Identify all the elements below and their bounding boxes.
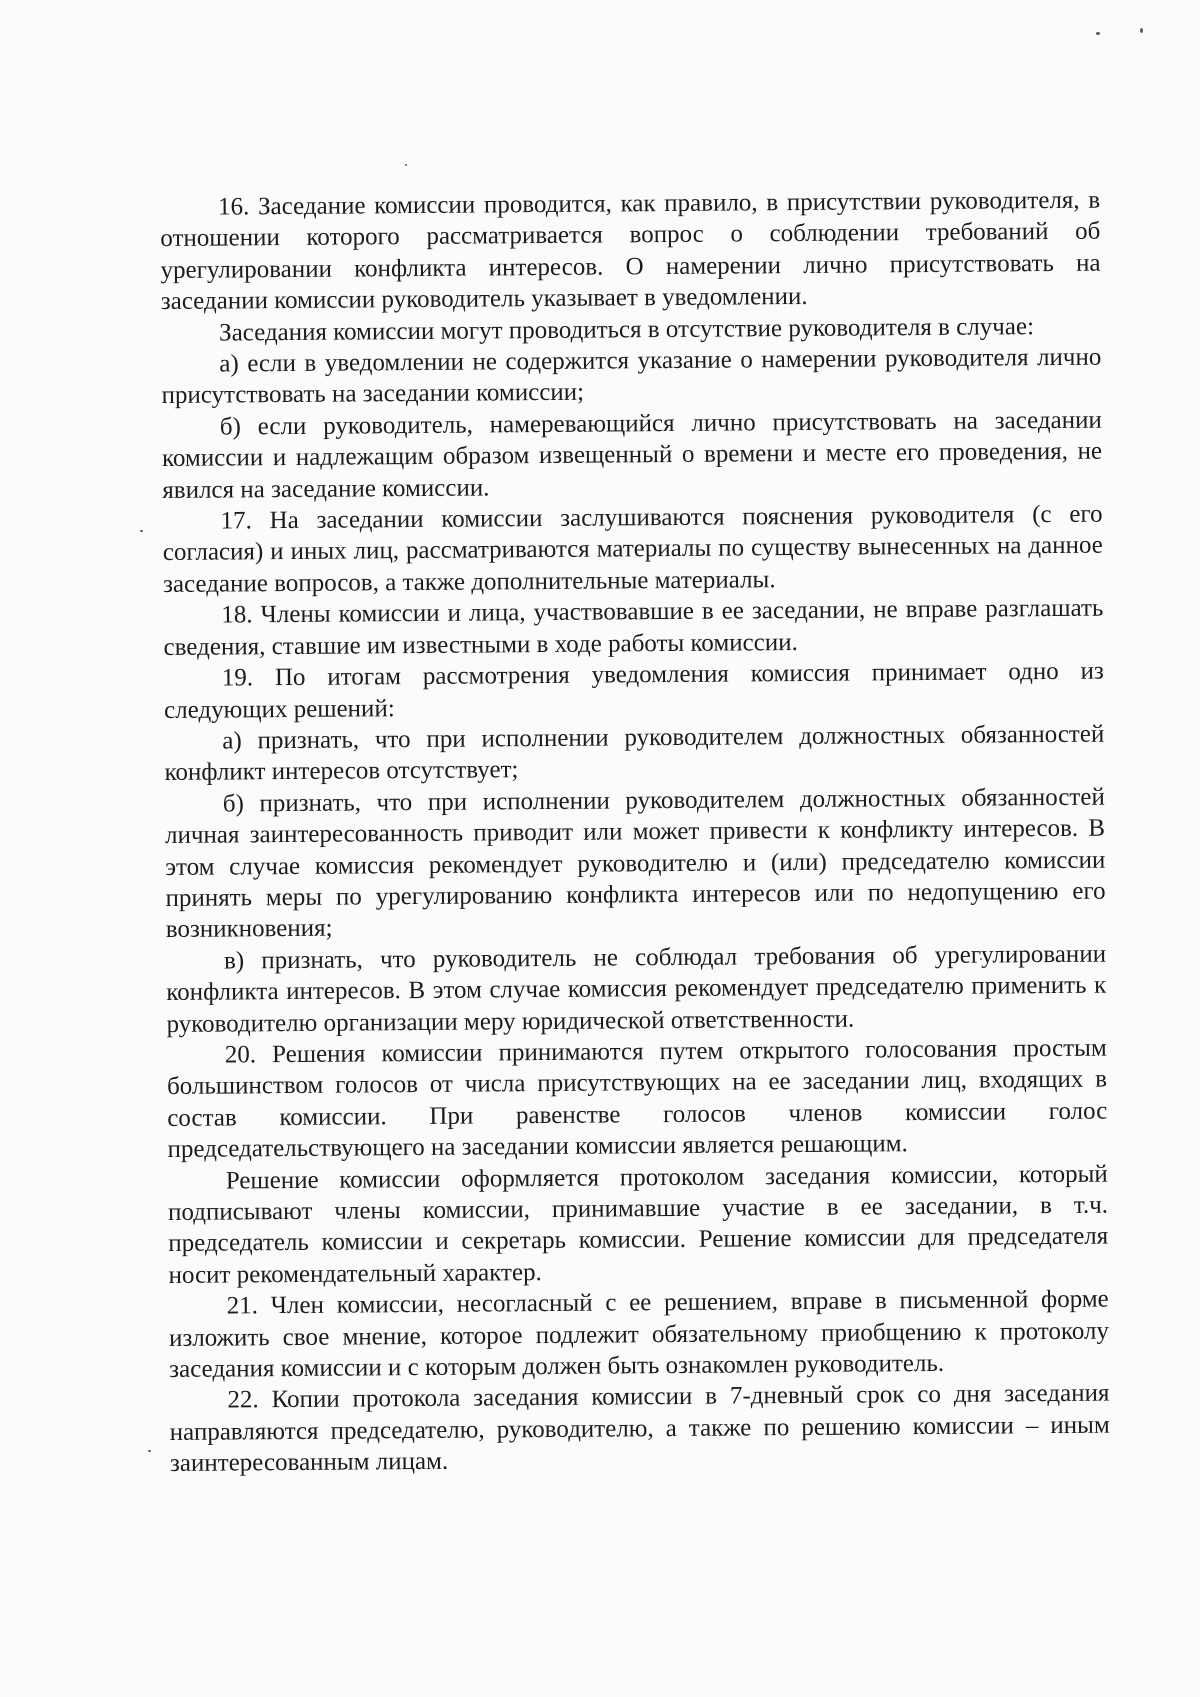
paragraph-17: 17. На заседании комиссии заслушиваются пояснения руководителя (с его согласия) и иных лиц, рассматриваются материалы по существу вынесенных на данное заседание вопросов, а также дополнительные материалы. [162, 500, 1103, 598]
paragraph-20: 20. Решения комиссии принимаются путем открытого голосования простым большинством голосов от числа присутствующих на ее заседании лиц, входящих в состав комиссии. При равенстве голосов членов комиссии голос председательствующего на заседании комиссии является решающим. [166, 1034, 1108, 1164]
paragraph-decision-v: в) признать, что руководитель не соблюдал требования об урегулировании конфликта интересов. В этом случае комиссия рекомендует председателю применить к руководителю организации меру юридической ответственности. [166, 940, 1107, 1038]
paragraph-21: 21. Член комиссии, несогласный с ее решением, вправе в письменной форме изложить свое мнение, которое подлежит обязательному приобщению к протоколу заседания комиссии и с которым должен быть ознакомлен руководитель. [168, 1285, 1110, 1383]
paragraph-protocol: Решение комиссии оформляется протоколом заседания комиссии, который подписывают члены комиссии, принимавшие участие в ее заседании, в т.ч. председатель комиссии и секретарь комиссии. Решение комиссии для председателя носит рекомендательный характер. [167, 1160, 1109, 1289]
scan-speck [148, 1450, 151, 1452]
scan-speck [405, 164, 407, 166]
paragraph-case-b: б) если руководитель, намеревающийся лично присутствовать на заседании комиссии и надлежащим образом извещенный о времени и месте его проведения, не явился на заседание комиссии. [161, 406, 1103, 504]
paragraph-absence: Заседания комиссии могут проводиться в отсутствие руководителя в случае: [219, 312, 1035, 347]
scan-speck [140, 530, 143, 532]
paragraph-case-a: а) если в уведомлении не содержится указание о намерении руководителя лично присутствовать на заседании комиссии; [161, 343, 1102, 410]
paragraph-decision-b: б) признать, что при исполнении руководителем должностных обязанностей личная заинтересованность приводит или может привести к конфликту интересов. В этом случае комиссия рекомендует руководителю и (или) председателю комиссии принять меры по урегулированию конфликта интересов или по недопущению его возникновения; [164, 783, 1106, 944]
paragraph-18: 18. Члены комиссии и лица, участвовавшие в ее заседании, не вправе разглашать сведения, ставшие им известными в ходе работы комиссии. [163, 594, 1104, 661]
paragraph-decision-a: а) признать, что при исполнении руководителем должностных обязанностей конфликт интересов отсутствует; [164, 720, 1105, 787]
paragraph-22: 22. Копии протокола заседания комиссии в 7-дневный срок со дня заседания направляются председателю, руководителю, а также по решению комиссии – иным заинтересованным лицам. [169, 1380, 1110, 1478]
paragraph-19: 19. По итогам рассмотрения уведомления комиссия принимает одно из следующих решений: [163, 657, 1104, 724]
scan-speck [1096, 32, 1100, 35]
scan-speck [1140, 28, 1143, 33]
document-body [160, 185, 1110, 1480]
paragraph-16: 16. Заседание комиссии проводится, как правило, в присутствии руководителя, в отношении которого рассматривается вопрос о соблюдении требований об урегулировании конфликта интересов. О намерении лично присутствовать на заседании комиссии руководитель указывает в уведомлении. [160, 186, 1101, 316]
